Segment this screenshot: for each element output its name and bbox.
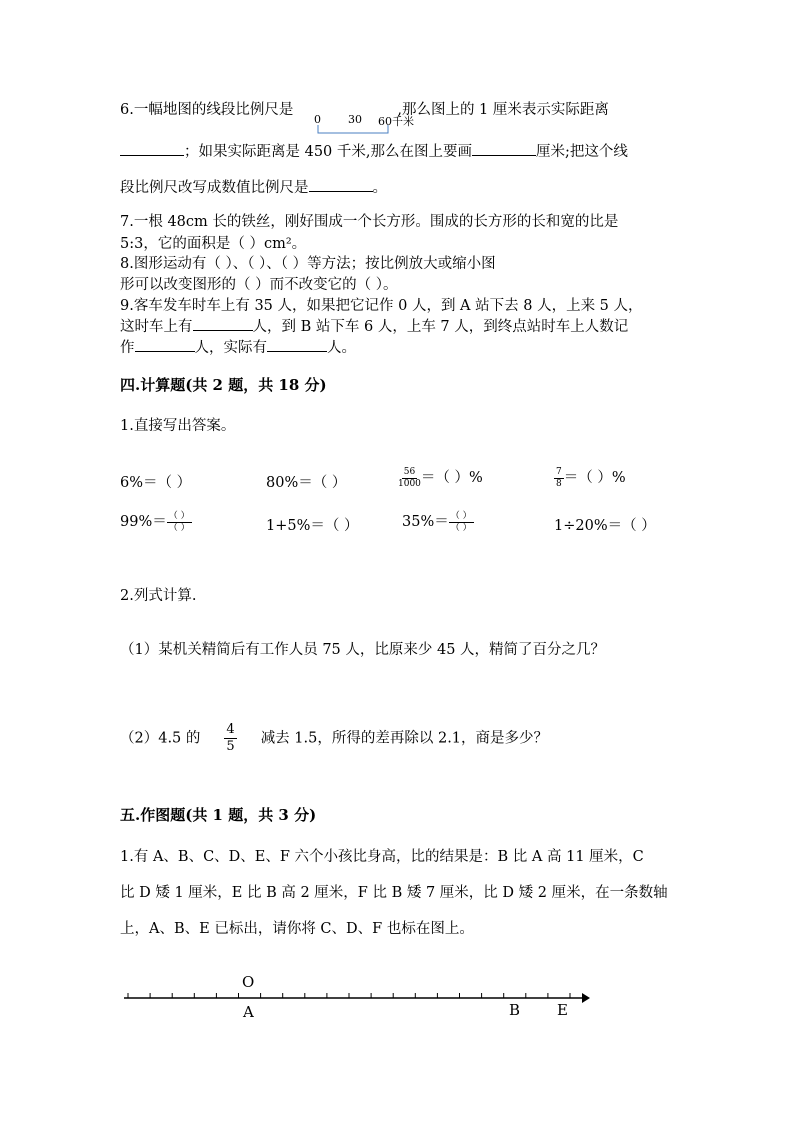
calc-item-5 bbox=[120, 510, 192, 534]
point-b-label: B bbox=[509, 1001, 521, 1019]
fraction-denominator: 8 bbox=[556, 478, 562, 489]
calc-item-1: 6%＝（ ） bbox=[120, 475, 192, 491]
scale-label-60: 60千米 bbox=[378, 115, 414, 128]
q2-2-post: 减去 1.5，所得的差再除以 2.1，商是多少？ bbox=[260, 730, 549, 747]
calc-item-5-pre: 99%＝ bbox=[120, 514, 167, 530]
section4-q2-2 bbox=[120, 722, 548, 755]
fraction-denominator: （ ） bbox=[450, 522, 472, 533]
q8-line1: 8.图形运动有（ ）、（ ）、（ ）等方法；按比例放大或缩小图 bbox=[120, 256, 496, 272]
q6-line2 bbox=[120, 140, 628, 161]
number-line-axis bbox=[120, 970, 600, 1030]
answer-blank[interactable] bbox=[472, 154, 536, 156]
answer-blank[interactable] bbox=[120, 154, 184, 156]
calc-item-3 bbox=[398, 466, 483, 490]
answer-blank[interactable] bbox=[309, 190, 373, 192]
calc-item-4 bbox=[554, 466, 626, 490]
section4-q2-1: （1）某机关精简后有工作人员 75 人，比原来少 45 人，精简了百分之几？ bbox=[120, 642, 606, 658]
calc-item-3-tail: ＝（ ）% bbox=[420, 470, 483, 486]
fraction-56-1000 bbox=[398, 467, 421, 490]
q6-text-e: 段比例尺改写成数值比例尺是 bbox=[120, 180, 309, 196]
point-a-label: A bbox=[243, 1003, 254, 1021]
fraction-blank bbox=[449, 511, 474, 534]
q6-text-b: ,那么图上的 1 厘米表示实际距离 bbox=[397, 102, 609, 118]
q6-text-d: 厘米;把这个线 bbox=[536, 144, 628, 160]
q9-text-e: 人。 bbox=[327, 340, 356, 356]
fraction-7-8 bbox=[554, 467, 564, 490]
q9-text-c: 作 bbox=[120, 340, 135, 356]
section4-q2-title: 2.列式计算. bbox=[120, 588, 197, 604]
fraction-denominator: 5 bbox=[226, 739, 235, 754]
q6-text-f: 。 bbox=[372, 180, 387, 196]
q9-text-d: 人，实际有 bbox=[194, 340, 267, 356]
answer-blank[interactable] bbox=[193, 329, 253, 331]
q9-line2 bbox=[120, 315, 628, 336]
section4-title: 四.计算题(共 2 题，共 18 分) bbox=[120, 376, 327, 394]
q6-text-a: 6.一幅地图的线段比例尺是 bbox=[120, 102, 294, 118]
fraction-numerator: 56 bbox=[403, 466, 416, 477]
origin-label: O bbox=[242, 973, 255, 991]
scale-bar-icon bbox=[312, 123, 422, 135]
point-e-label: E bbox=[557, 1001, 568, 1019]
fraction-numerator: 4 bbox=[226, 722, 235, 737]
answer-blank[interactable] bbox=[135, 350, 195, 352]
q7-line2: 5:3，它的面积是（ ）cm²。 bbox=[120, 236, 307, 252]
section5-line3: 上，A、B、E 已标出，请你将 C、D、F 也标在图上。 bbox=[120, 921, 474, 937]
line-segment-scale bbox=[312, 113, 422, 135]
section5-line1: 1.有 A、B、C、D、E、F 六个小孩比身高，比的结果是：B 比 A 高 11 厘米，C bbox=[120, 849, 644, 865]
section4-q1-title: 1.直接写出答案。 bbox=[120, 418, 236, 434]
q9-text-b: 人，到 B 站下车 6 人，上车 7 人，到终点站时车上人数记 bbox=[252, 319, 629, 335]
q2-2-pre: （2）4.5 的 bbox=[120, 730, 201, 747]
q7-line1: 7.一根 48cm 长的铁丝，刚好围成一个长方形。围成的长方形的长和宽的比是 bbox=[120, 214, 619, 230]
fraction-numerator: （ ） bbox=[168, 510, 190, 521]
arrow-right-icon bbox=[582, 993, 590, 1003]
calc-item-2: 80%＝（ ） bbox=[266, 475, 347, 491]
fraction-denominator: 1000 bbox=[398, 478, 421, 489]
calc-item-8: 1÷20%＝（ ） bbox=[554, 518, 656, 534]
section5-title: 五.作图题(共 1 题，共 3 分) bbox=[120, 806, 317, 824]
q6-text-c: ；如果实际距离是 450 千米,那么在图上要画 bbox=[184, 144, 473, 160]
q8-line2: 形可以改变图形的（ ）而不改变它的（ ）。 bbox=[120, 277, 398, 293]
q9-line3 bbox=[120, 336, 356, 357]
calc-item-7-pre: 35%＝ bbox=[402, 514, 449, 530]
fraction-numerator: （ ） bbox=[450, 510, 472, 521]
fraction-blank bbox=[167, 511, 192, 534]
section5-line2: 比 D 矮 1 厘米，E 比 B 高 2 厘米，F 比 B 矮 7 厘米，比 D 矮 2 厘米，在一条数轴 bbox=[120, 885, 668, 901]
calc-item-7 bbox=[402, 510, 474, 534]
fraction-denominator: （ ） bbox=[168, 522, 190, 533]
answer-blank[interactable] bbox=[267, 350, 327, 352]
scale-label-0: 0 bbox=[314, 113, 321, 126]
q6-line3 bbox=[120, 176, 387, 197]
scale-label-30: 30 bbox=[348, 113, 362, 126]
calc-item-4-tail: ＝（ ）% bbox=[563, 470, 626, 486]
fraction-4-5 bbox=[224, 722, 236, 755]
q9-line1: 9.客车发车时车上有 35 人，如果把它记作 0 人，到 A 站下去 8 人，上来 5 人， bbox=[120, 298, 643, 314]
fraction-numerator: 7 bbox=[556, 466, 562, 477]
q9-text-a: 这时车上有 bbox=[120, 319, 193, 335]
calc-item-6: 1+5%＝（ ） bbox=[266, 518, 359, 534]
number-line bbox=[120, 970, 600, 1030]
